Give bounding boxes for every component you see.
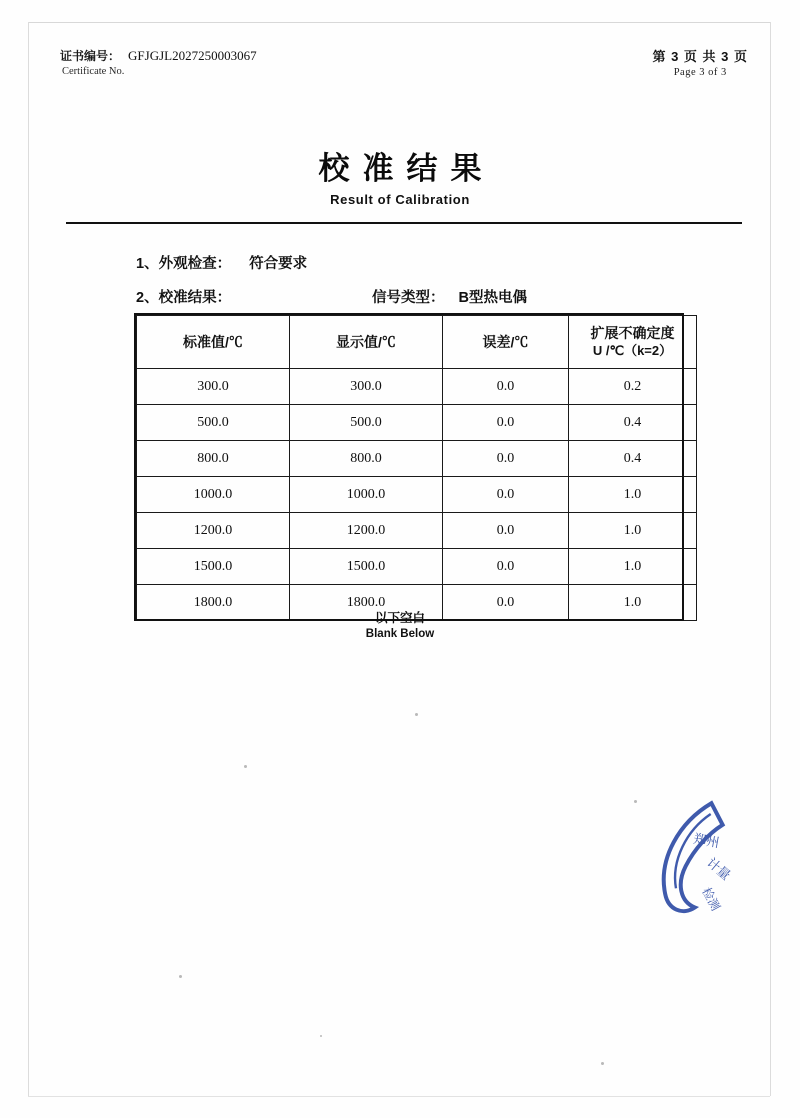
table-row <box>137 441 697 477</box>
page-edge-bottom <box>28 1096 770 1097</box>
official-stamp-icon <box>616 784 767 935</box>
scan-speck <box>415 713 418 716</box>
cell-standard: 300.0 <box>137 369 290 405</box>
cell-error: 0.0 <box>443 405 569 441</box>
table-row <box>137 405 697 441</box>
signal-type-row <box>372 286 527 307</box>
certificate-number-block <box>60 48 386 77</box>
cell-error: 0.0 <box>443 477 569 513</box>
scan-speck <box>179 975 182 978</box>
cell-display: 1000.0 <box>290 477 443 513</box>
col-error <box>443 316 569 369</box>
page-title-cn: 校准结果 <box>318 151 495 186</box>
certificate-number-label-en: Certificate No. <box>62 65 125 77</box>
cell-uncertainty: 0.4 <box>569 441 697 477</box>
cell-standard: 1500.0 <box>137 549 290 585</box>
cell-display: 300.0 <box>290 369 443 405</box>
table-row <box>137 513 697 549</box>
cell-display: 1500.0 <box>290 549 443 585</box>
appearance-check-label: 1、外观检查： <box>136 256 232 272</box>
cell-error: 0.0 <box>443 585 569 621</box>
cell-standard: 1000.0 <box>137 477 290 513</box>
cell-error: 0.0 <box>443 441 569 477</box>
page-number-block <box>652 50 748 79</box>
cell-display: 800.0 <box>290 441 443 477</box>
cell-uncertainty: 0.4 <box>569 405 697 441</box>
blank-below-cn: 以下空白 <box>374 611 425 625</box>
cell-standard: 800.0 <box>137 441 290 477</box>
cell-standard: 1200.0 <box>137 513 290 549</box>
table-row <box>137 549 697 585</box>
cell-error: 0.0 <box>443 513 569 549</box>
col-standard-value-text: 标准值/℃ <box>183 333 243 350</box>
certificate-number-value: GFJGJL2027250003067 <box>128 48 257 63</box>
scan-speck <box>244 765 247 768</box>
col-uncertainty-text: 扩展不确定度 <box>590 325 675 342</box>
calibration-result-label: 2、校准结果： <box>136 290 232 306</box>
cell-standard: 1800.0 <box>137 585 290 621</box>
cell-uncertainty: 1.0 <box>569 549 697 585</box>
scan-speck <box>320 1035 322 1037</box>
col-uncertainty-subtext: U /℃（k=2） <box>592 342 673 358</box>
col-standard-value <box>137 316 290 369</box>
scan-speck <box>601 1062 604 1065</box>
calibration-table-body <box>137 369 697 621</box>
signal-type-value: B型热电偶 <box>458 290 527 306</box>
cell-uncertainty: 1.0 <box>569 513 697 549</box>
col-display-value-text: 显示值/℃ <box>336 333 396 350</box>
page-number-en: Page 3 of 3 <box>673 66 727 78</box>
scan-speck <box>634 800 637 803</box>
calibration-table-head <box>137 316 697 369</box>
signal-type-label: 信号类型： <box>372 290 445 306</box>
page-title-en: Result of Calibration <box>330 192 470 207</box>
cell-uncertainty: 1.0 <box>569 585 697 621</box>
cell-uncertainty: 1.0 <box>569 477 697 513</box>
calibration-table <box>136 315 697 621</box>
cell-display: 1200.0 <box>290 513 443 549</box>
cell-display: 1800.0 <box>290 585 443 621</box>
cell-error: 0.0 <box>443 369 569 405</box>
appearance-check-row <box>136 252 307 273</box>
col-uncertainty <box>569 316 697 369</box>
svg-text:检测: 检测 <box>699 885 723 914</box>
page-edge-top <box>28 22 770 23</box>
svg-text:郑州: 郑州 <box>692 831 721 851</box>
cell-display: 500.0 <box>290 405 443 441</box>
title-divider <box>66 222 742 224</box>
calibration-table-wrapper <box>136 315 684 621</box>
cell-standard: 500.0 <box>137 405 290 441</box>
col-error-text: 误差/℃ <box>482 333 529 350</box>
appearance-check-value: 符合要求 <box>249 256 308 272</box>
table-row <box>137 477 697 513</box>
page-number-cn: 第 3 页 共 3 页 <box>652 49 748 64</box>
svg-text:计量: 计量 <box>703 854 734 883</box>
table-row <box>137 369 697 405</box>
col-display-value <box>290 316 443 369</box>
cell-uncertainty: 0.2 <box>569 369 697 405</box>
blank-below-en: Blank Below <box>365 628 435 640</box>
table-header-row <box>137 316 697 369</box>
cell-error: 0.0 <box>443 549 569 585</box>
certificate-number-label-cn: 证书编号： <box>60 49 121 63</box>
